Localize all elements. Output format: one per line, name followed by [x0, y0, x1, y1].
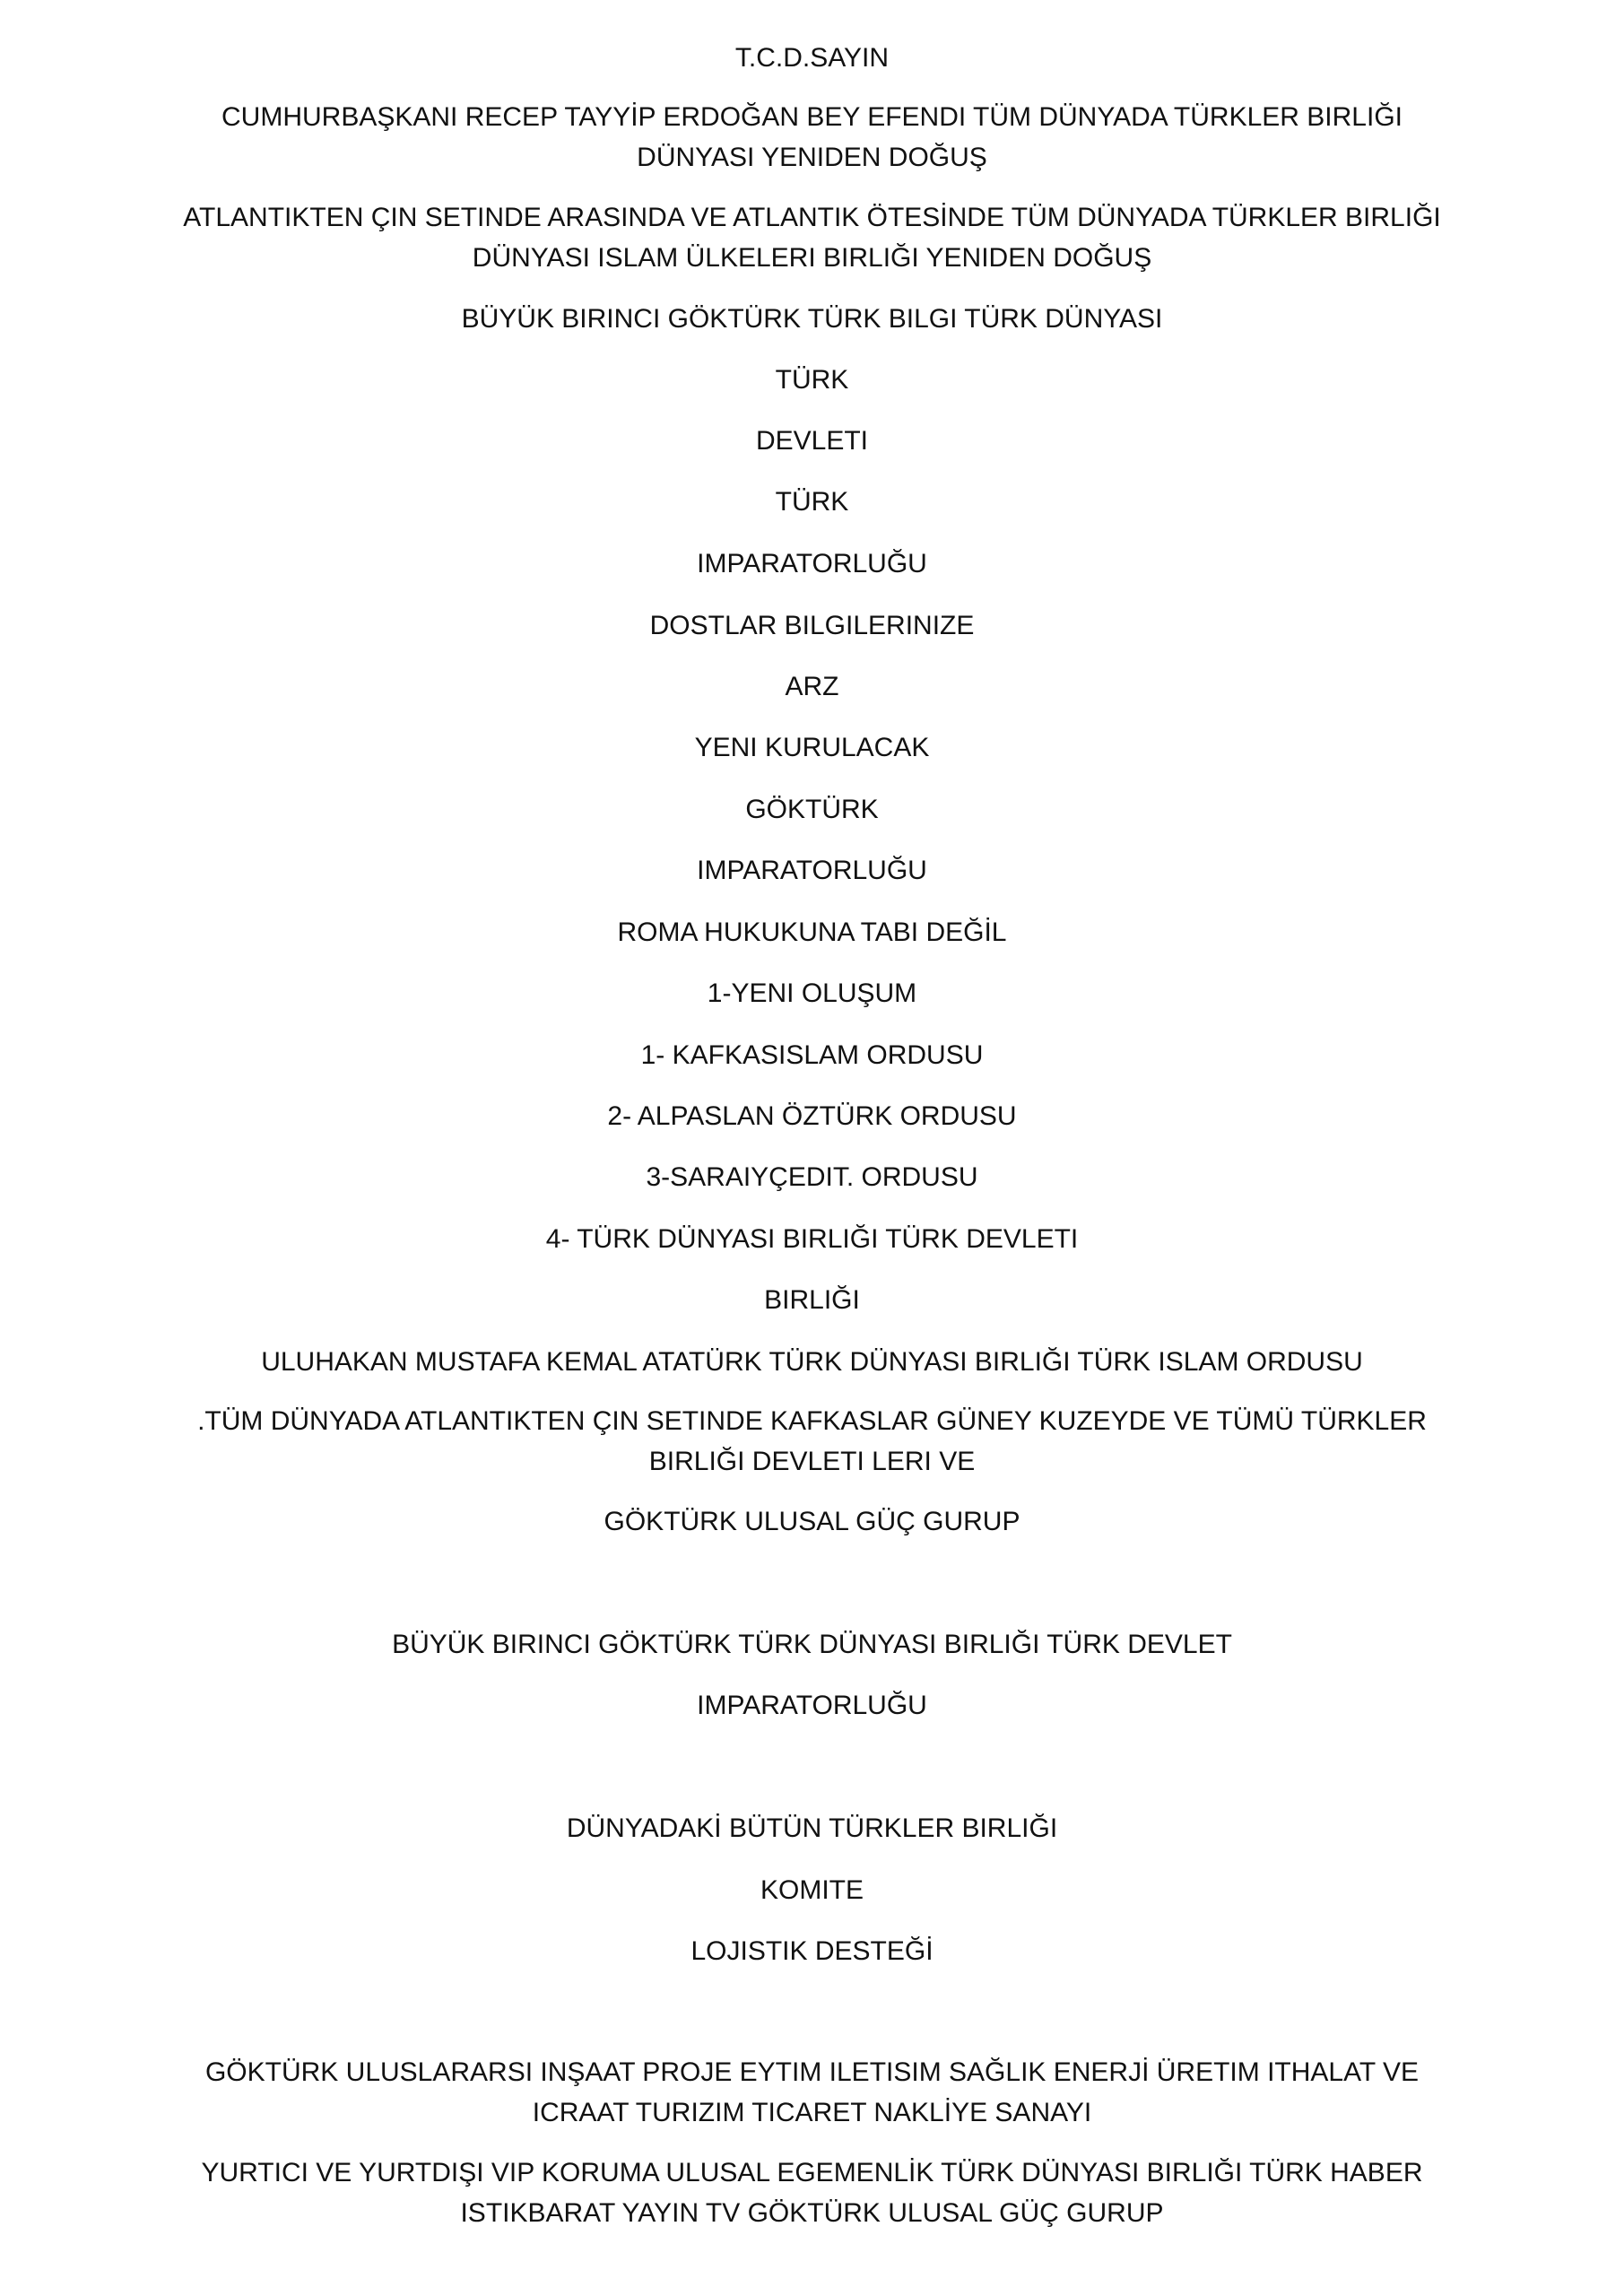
doc-line: KOMITE: [760, 1875, 864, 1905]
doc-line: DEVLETI: [755, 426, 869, 456]
doc-line: IMPARATORLUĞU: [697, 1691, 927, 1720]
doc-list-item: 4- TÜRK DÜNYASI BIRLIĞI TÜRK DEVLETI: [545, 1224, 1079, 1254]
doc-line: DÜNYADAKİ BÜTÜN TÜRKLER BIRLIĞI: [566, 1813, 1058, 1843]
doc-line: BIRLIĞI: [764, 1285, 860, 1315]
doc-list-item: 3-SARAIYÇEDIT. ORDUSU: [646, 1162, 978, 1192]
doc-line: ROMA HUKUKUNA TABI DEĞİL: [617, 918, 1007, 947]
doc-line: .TÜM DÜNYADA ATLANTIKTEN ÇIN SETINDE KAFKASLAR GÜNEY KUZEYDE VE TÜMÜ TÜRKLER BIRLIĞI DEVLETI LERI VE: [197, 1406, 1427, 1476]
doc-line: YENI KURULACAK: [694, 733, 930, 762]
doc-line: ULUHAKAN MUSTAFA KEMAL ATATÜRK TÜRK DÜNYASI BIRLIĞI TÜRK ISLAM ORDUSU: [261, 1347, 1363, 1377]
doc-line: IMPARATORLUĞU: [697, 549, 927, 578]
doc-line: IMPARATORLUĞU: [697, 856, 927, 885]
doc-line: TÜRK: [775, 365, 849, 395]
doc-line: DOSTLAR BILGILERINIZE: [649, 611, 975, 640]
doc-list-item: 1- KAFKASISLAM ORDUSU: [640, 1040, 984, 1070]
doc-line-services: GÖKTÜRK ULUSLARARSI INŞAAT PROJE EYTIM ILETISIM SAĞLIK ENERJİ ÜRETIM ITHALAT VE ICRAAT TURIZIM TICARET NAKLİYE SANAYI: [204, 2057, 1420, 2127]
doc-line: GÖKTÜRK ULUSAL GÜÇ GURUP: [604, 1507, 1020, 1536]
doc-line-header: T.C.D.SAYIN: [734, 43, 890, 73]
doc-line-address: CUMHURBAŞKANI RECEP TAYYİP ERDOĞAN BEY EFENDI TÜM DÜNYADA TÜRKLER BIRLIĞI DÜNYASI YENIDEN DOĞUŞ: [221, 102, 1403, 172]
doc-line-list-heading: 1-YENI OLUŞUM: [707, 978, 917, 1008]
doc-line: GÖKTÜRK: [745, 795, 879, 824]
doc-line-footer: YURTICI VE YURTDIŞI VIP KORUMA ULUSAL EGEMENLİK TÜRK DÜNYASI BIRLIĞI TÜRK HABER ISTIKBARAT YAYIN TV GÖKTÜRK ULUSAL GÜÇ GURUP: [201, 2158, 1423, 2228]
doc-line-buyuk-birinci: BÜYÜK BIRINCI GÖKTÜRK TÜRK BILGI TÜRK DÜNYASI: [461, 304, 1163, 334]
doc-line: ARZ: [785, 672, 839, 701]
doc-line: LOJISTIK DESTEĞİ: [690, 1936, 934, 1966]
doc-list-item: 2- ALPASLAN ÖZTÜRK ORDUSU: [607, 1101, 1017, 1131]
doc-line: BÜYÜK BIRINCI GÖKTÜRK TÜRK DÜNYASI BIRLIĞI TÜRK DEVLET: [392, 1630, 1232, 1659]
doc-line-atlantic: ATLANTIKTEN ÇIN SETINDE ARASINDA VE ATLANTIK ÖTESİNDE TÜM DÜNYADA TÜRKLER BIRLIĞI DÜNYASI ISLAM ÜLKELERI BIRLIĞI YENIDEN DOĞUŞ: [183, 203, 1441, 273]
doc-line: TÜRK: [775, 487, 849, 517]
